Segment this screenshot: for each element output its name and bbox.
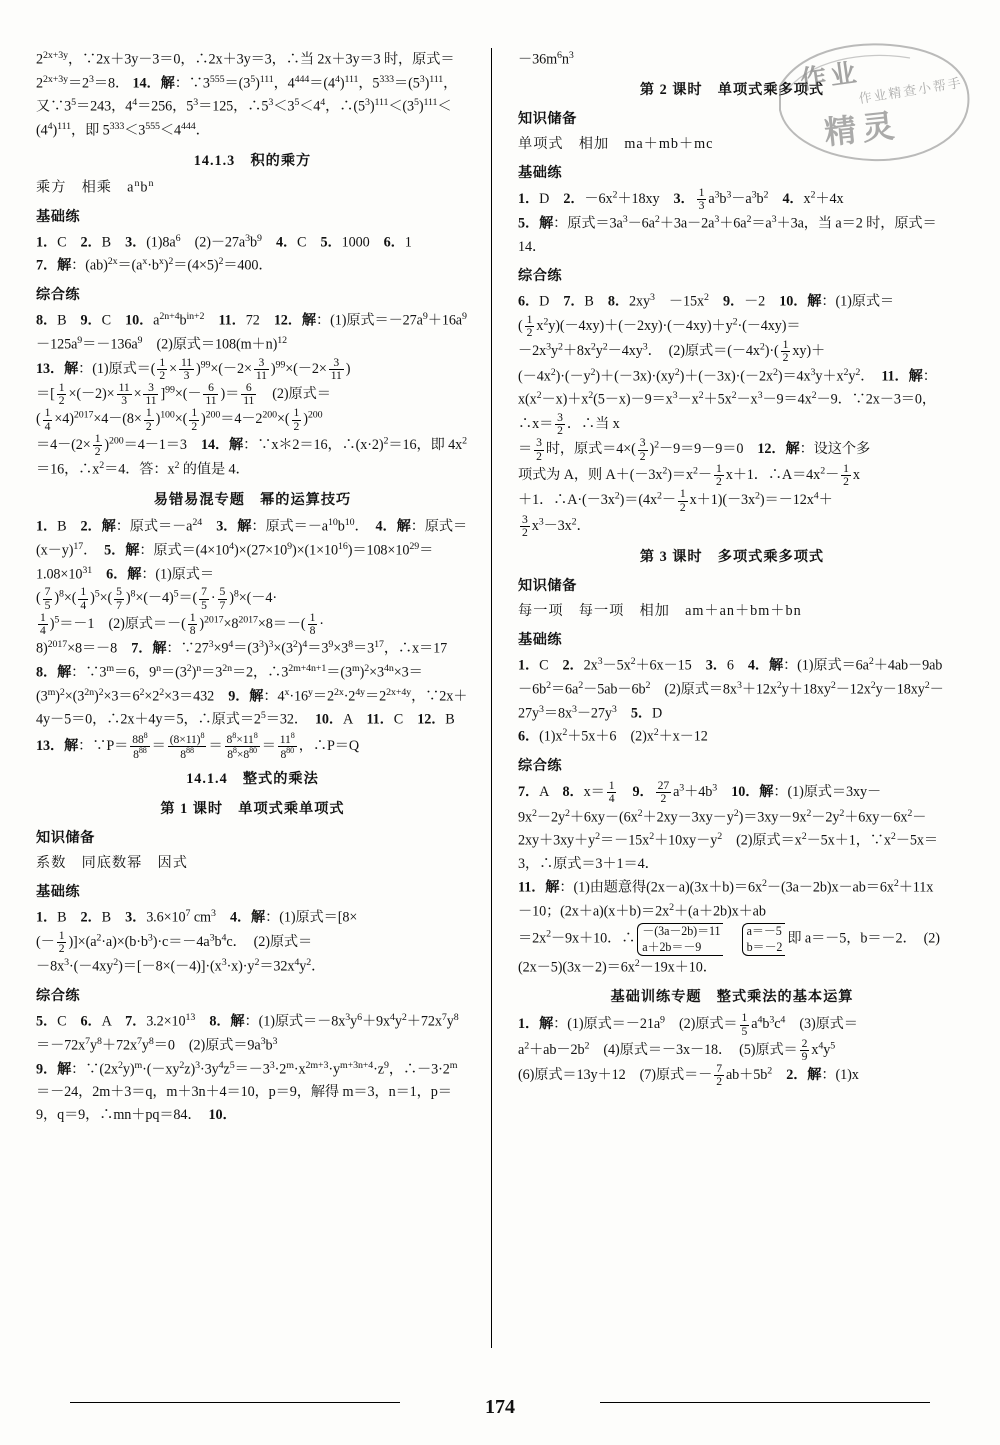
answer-line: $-2x^3y^2+8x^2y^2-4xy^3$． (2)原式$=(-4x^2)\cdot$( $\frac{1}{2}$ xy)＋ (518, 338, 826, 365)
answer-line: 5．解：原式$=3a^3-6a^2+3a-2a^3+6a^2=a^3+3a$，当 a＝2 时，原式＝14． (518, 214, 937, 255)
answer-line: ( $\frac{1}{2}$ $x^2y)(-4xy)+(-2xy)\cdot(-4xy)+y^2\cdot(-4xy)=$ (518, 312, 801, 339)
section-heading: 第 2 课时 单项式乘多项式 (639, 81, 825, 98)
subsection-heading: 基础练 (36, 884, 81, 901)
answer-line: 1．B 2．B 3．$3.6\times 10^7$ $cm^3$ 4．解：(1)原式＝[8× (36, 908, 358, 927)
answer-line: $9x^2-2y^2+6xy-(6x^2+2xy-3xy-y^2)=3xy-9x^2-2y^2+6xy-6x^2-2xy+3xy+y^2=-15x^2+10xy-y^2$ (2)原式$=x^2-5x+1$，$\because x^2-5x=3$，∴原式＝3＋1＝4． (518, 807, 938, 873)
answer-line: (－ $\frac{1}{2}$ )]$\times(a^2\cdot a)\times(b\cdot b^3)\cdot c=-4a^3b^4c$． (2)原式＝ (36, 929, 313, 956)
section-heading: 14.1.3 积的乘方 (193, 152, 312, 169)
key-terms-line: 每一项 每一项 相加 am＋an＋bm＋bn (518, 603, 802, 620)
answer-line: ＋1．$\therefore A\cdot(-3x^2)=(4x^2-$ $\frac{1}{2}$ $x+1)(-3x^2)=-12x^4+$ (518, 487, 833, 514)
subsection-heading: 综合练 (518, 267, 563, 284)
two-column-body (36, 48, 964, 1348)
answer-line: $(-4x^2)\cdot(-y^2)+(-3x)\cdot(xy^2)+(-3x)\cdot(-2x^2)=4x^3y+x^2y^2$． 11．解：$x(x^2-x)+x^2(5-x)-9=x^3-x^2+5x^2-x^3-9=4x^2-9$．∵2x－3＝0，∴x＝ $\frac{3}{2}$ ．∴当 x (518, 366, 937, 438)
answer-line: 5．C 6．A 7．$3.2\times 10^{13}$ 8．解：(1)原式$=-8x^3y^6+9x^4y^2+72x^7y^8=-72x^7y^8+72x^7y^8=0$ (2)原式$=9a^3b^3$ (36, 1012, 459, 1054)
answer-line: 8．B 9．C 10．$a^{2n+4}b^{in+2}$ 11．72 12．解：(1)原式$=-27a^9+16a^9-125a^9=-136a^9$ (2)原式$=108(m+n)^{12}$ (36, 311, 467, 353)
answer-line: ＝ $\frac{3}{2}$ 时，原式＝4×( $\frac{3}{2}$ )$^2$－9＝9－9＝0 12．解：设这个多 (518, 436, 871, 463)
subsection-heading: 综合练 (36, 988, 81, 1005)
stamp-line3: 作业精查小帮手 (857, 74, 964, 107)
section-heading: 第 3 课时 多项式乘多项式 (639, 549, 825, 566)
key-terms-line: 单项式 相加 ma＋mb＋mc (518, 135, 714, 152)
footer-rule-left (70, 1402, 400, 1403)
subsection-heading: 知识储备 (518, 578, 577, 595)
subsection-heading: 基础练 (518, 164, 563, 181)
answer-line: 13．解：(1)原式＝( $\frac{1}{2}$ × $\frac{11}{3}$ )$^{99}$×(－2× $\frac{3}{11}$ )$^{99}$×(－2× $\frac{3}{11}$ ) (36, 355, 351, 382)
answer-line: 1．C 2．$2x^3-5x^2+6x-15$ 3．6 4．解：(1)原式$=6a^2+4ab-9ab-6b^2=6a^2-5ab-6b^2$ (2)原式$=8x^3+12x^2y+18xy^2-12x^2y-18xy^2-27y^3=8x^3-27y^3$ 5．D (518, 656, 944, 722)
key-terms-line: 系数 同底数幂 因式 (36, 855, 188, 872)
footer-rule-right (600, 1402, 930, 1403)
subsection-heading: 基础练 (36, 208, 81, 225)
answer-line: (6)原式＝13y＋12 (7)原式＝－ $\frac{7}{2}$ $ab+5b^2$ 2．解：(1)x (518, 1062, 859, 1089)
section-heading: 第 1 课时 单项式乘单项式 (160, 801, 345, 818)
answer-line: $2^{2x+3y}$，∵2x＋3y－3＝0，∴2x＋3y＝3，∴当 2x＋3y＝3 时，原式$=2^{2x+3y}=2^3=8$． 14．解：$\because 3^{555}=(3^5)^{111}$，$4^{444}=(4^4)^{111}$，$5^{333}=(5^3)^{111}$，又$\because 3^5=243$，$4^4=256$，$5^3=125$，$\therefore 5^3<3^5<4^4$，$\therefore(5^3)^{111}<(3^5)^{111}<(4^4)^{111}$，即 $5^{333}<3^{555}<4^{444}$． (36, 50, 458, 139)
answer-line: 6．D 7．B 8．$2xy^3$ $-15x^2$ 9．－2 10．解：(1)原式＝ (518, 291, 894, 310)
subsection-heading: 知识储备 (36, 830, 95, 847)
answer-line: $-8x^3\cdot(-4xy^2)=[-8\times(-4)]\cdot(x^3\cdot x)\cdot y^2=32x^4y^2$． (36, 957, 326, 976)
answer-line: 项式为 A，则 $A+(-3x^2)=x^2-$ $\frac{1}{2}$ x＋1．$\therefore A=4x^2-$ $\frac{1}{2}$ x (518, 461, 860, 489)
answer-line: 7．解：$(ab)^{2x}=(a^x\cdot b^x)^2=(4\times 5)^2=400$． (36, 256, 273, 275)
answer-line: 1．解：(1)原式$=-21a^9$ (2)原式＝ $\frac{1}{5}$ $a^4b^3c^4$ (3)原式＝ (518, 1011, 858, 1038)
section-heading: 易错易混专题 幂的运算技巧 (153, 492, 352, 509)
answer-line: 11．解：(1)由题意得$(2x-a)(3x+b)=6x^2-(3a-2b)x-ab=6x^2+11x-10$；$(2x+a)(x+b)=2x^2+(a+2b)x+ab$ (518, 878, 934, 920)
answer-line: $=2x^2-9x+10$．∴ －(3a－2b)＝11 a＋2b＝－9 a＝－5 b＝－2 即 a＝－5，b＝－2． $(2)(2x-5)(3x-2)=6x^2-19x+10$． (518, 924, 940, 976)
subsection-heading: 综合练 (36, 287, 81, 304)
answer-line: 7．A 8．x＝ $\frac{1}{4}$ 9． $\frac{27}{2}$ $a^3+4b^3$ 10．解：(1)原式＝3xy－ (518, 779, 882, 806)
section-heading: 基础训练专题 整式乘法的基本运算 (610, 989, 854, 1006)
answer-line: 1．C 2．B 3．$(1)8a^6$ $(2)-27a^3b^9$ 4．C 5．1000 6．1 (36, 232, 412, 251)
left-column (36, 48, 491, 1348)
answer-line: $-36m^6n^3$ (518, 50, 574, 68)
answer-line: 1．B 2．解：原式$=-a^{24}$ 3．解：原式$=-a^{10}b^{10}$． 4．解：原式$=(x-y)^{17}$． 5．解：原式$=(4\times 10^4)\times(27\times 10^9)\times(1\times 10^{16})=108\times 10^{29}=1.08\times 10^{31}$ 6．解：(1)原式＝ (36, 517, 468, 583)
answer-line: ( $\frac{7}{5}$ )$^8$×( $\frac{1}{4}$ )$^5$×( $\frac{5}{7}$ )$^8\times(-4)^5=$( $\frac{7}{5}$ · $\frac{5}{7}$ )$^8$×(－4· (36, 585, 277, 612)
answer-line: 1．D 2．$-6x^2+18xy$ 3． $\frac{1}{3}$ $a^3b^3-a^3b^2$ 4．$x^2+4x$ (518, 185, 844, 212)
answer-line: $\frac{1}{4}$ )$^5$＝－1 (2)原式＝－( $\frac{1}{8}$ )$^{2017}\times 8^{2017}\times 8=-$( $\frac{1}{8}$ · (40, 610, 324, 637)
answer-line: 8)$^{2017}$×8＝－8 7．解：$\because 27^3\times 9^4=(3^3)^3\times(3^2)^4=3^9\times 3^8=3^{17}$，∴x＝17 8．解：$\because 3^m=6$，$9^n=(3^2)^n=3^{2n}=2$，$\therefore 3^{2m+4n+1}=(3^m)^2\times 3^{4n}\times 3=(3^m)^2\times(3^{2n})^2\times 3=6^2\times 2^2\times 3=432$ 9．解：$4^x\cdot 16^y=2^{2x}\cdot 2^{4y}=2^{2x+4y}$，∵2x＋4y－5＝0，∴2x＋4y＝5，∴原式$=2^5=32$． 10．A 11．C 12．B (36, 639, 468, 729)
section-heading: 14.1.4 整式的乘法 (186, 771, 319, 788)
answer-line: $\frac{3}{2}$ $x^3-3x^2$． (522, 512, 591, 539)
right-column (491, 48, 946, 1348)
subsection-heading: 知识储备 (518, 110, 577, 127)
subsection-heading: 基础练 (518, 632, 563, 649)
answer-line: ( $\frac{1}{4}$ ×4)$^{2017}$×4－(8× $\frac{1}{2}$ )$^{100}$×( $\frac{1}{2}$ )$^{200}=4-2^{200}\times$( $\frac{1}{2}$ )$^{200}$ (36, 406, 323, 433)
answer-line: 13．解：∵P＝ $\frac{88^8}{8^{88}}$ ＝ $\frac{(8\times 11)^8}{8^{88}}$ ＝ $\frac{8^8\times 11^8}{8^8\times 8^{80}}$ ＝ $\frac{11^8}{8^{80}}$ ，∴P＝Q (36, 731, 359, 762)
answer-line: ＝4－(2× $\frac{1}{2}$ )$^{200}$＝4－1＝3 14．解：∵x＊2＝16，$\therefore(x\cdot 2)^2=16$，即 $4x^2=16$，$\therefore x^2=4$．答：$x^2$ 的值是 4． (36, 431, 467, 479)
key-terms-line: 乘方 相乘 $a^nb^n$ (36, 177, 155, 196)
answer-line: $a^2+ab-2b^2$ (4)原式＝－3x－18． (5)原式＝ $\frac{2}{9}$ $x^4y^5$ (518, 1036, 836, 1064)
subsection-heading: 综合练 (518, 758, 563, 775)
page-number: 174 (485, 1396, 515, 1418)
stamp-line1: 作业 (798, 57, 863, 96)
answer-line: 6．$(1)x^2+5x+6$ $(2)x^2+x-12$ (518, 727, 708, 746)
stamp-line2: 精灵 (822, 107, 902, 151)
answer-line: ＝[ $\frac{1}{2}$ ×(－2)× $\frac{11}{3}$ × $\frac{3}{11}$ ]$^{99}$×(－ $\frac{6}{11}$ )＝ $\frac{6}{11}$ (2)原式＝ (36, 381, 331, 408)
answer-line: 9．解：$\because(2x^2y)^m\cdot(-xy^2z)^3\cdot 3y^4z^5=-3^3\cdot 2^m\cdot x^{2m+3}\cdot y^{m+3n+4}\cdot z^9$，$\therefore-3\cdot 2^m=-24$，2m＋3＝q，m＋3n＋4＝10，p＝9，解得 m＝3，n＝1，p＝9，q＝9，∴mn＋pq＝84． 10． (36, 1059, 458, 1124)
